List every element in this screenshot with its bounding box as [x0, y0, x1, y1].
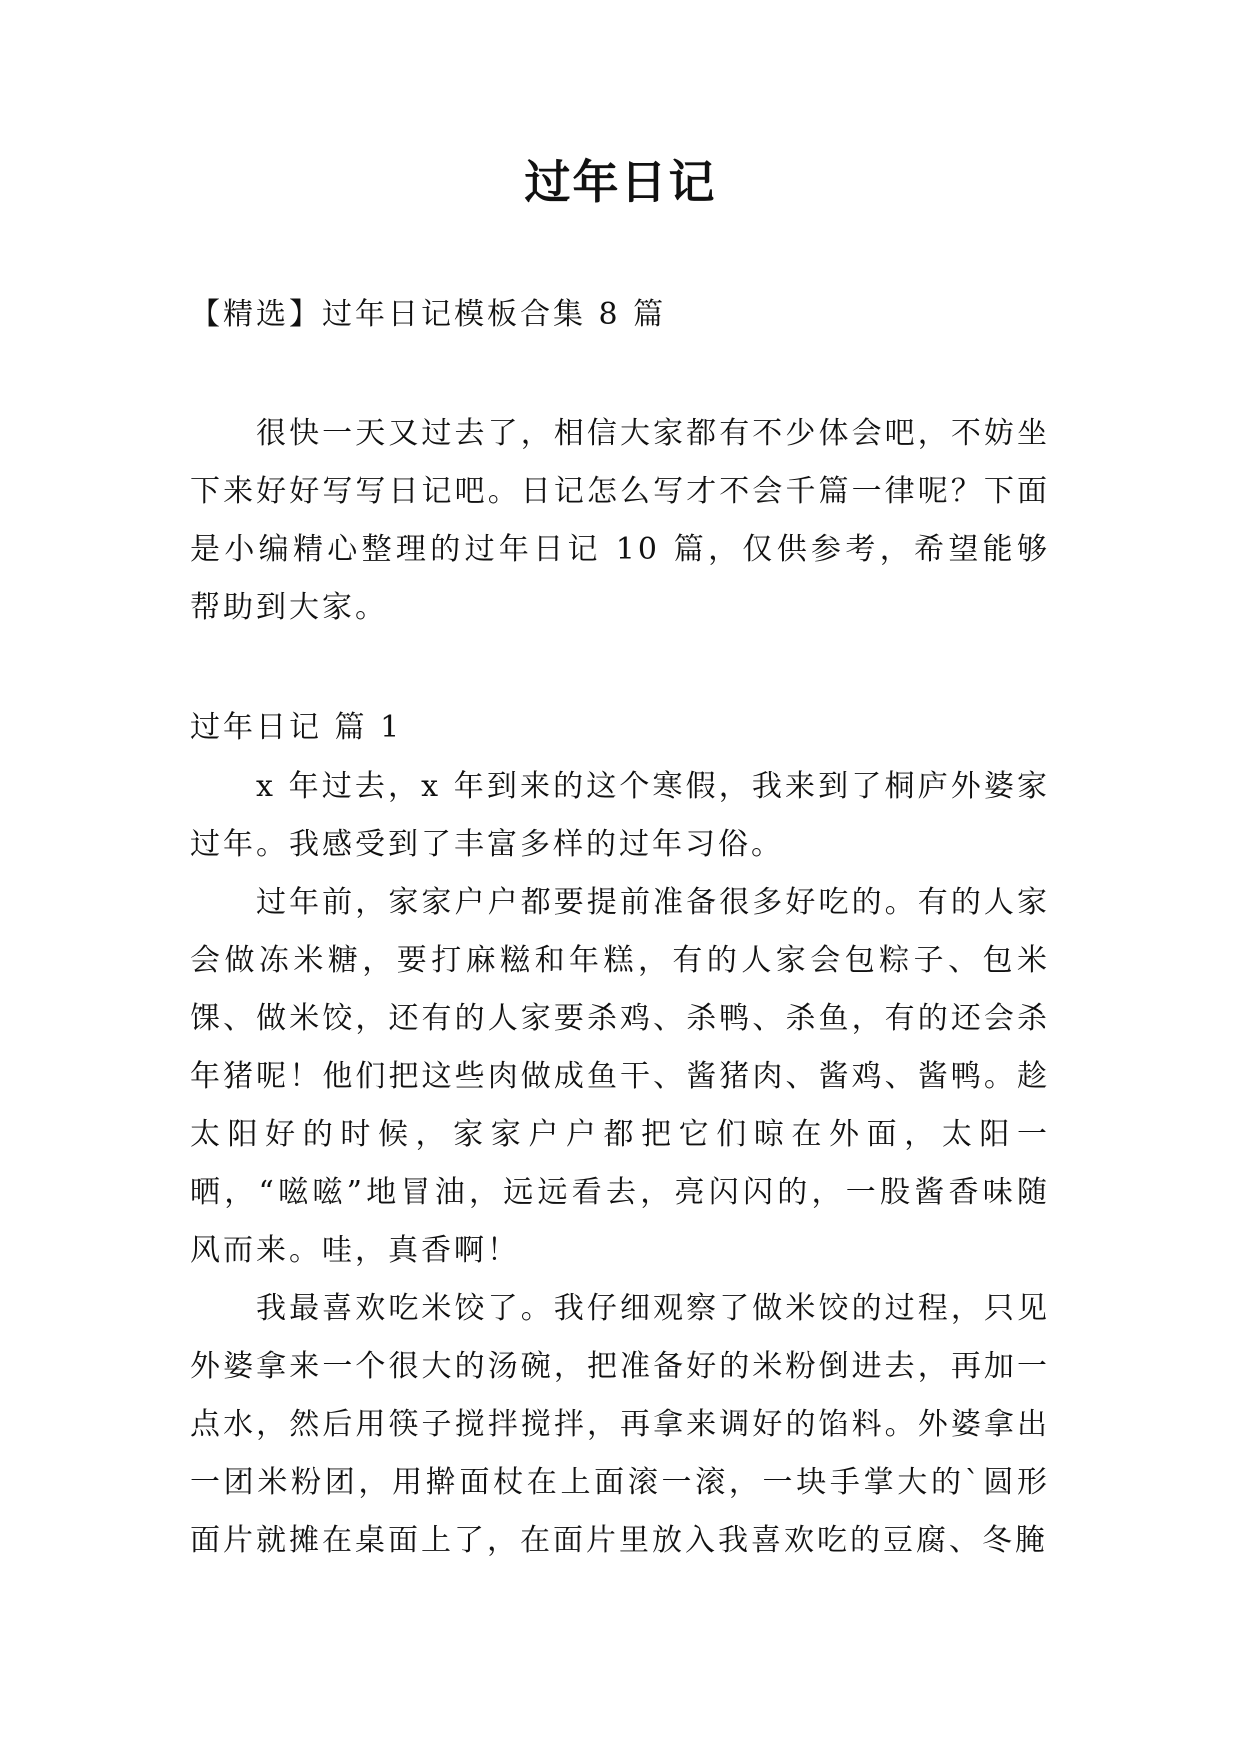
section-paragraph: 我最喜欢吃米饺了。我仔细观察了做米饺的过程，只见外婆拿来一个很大的汤碗，把准备好的米粉倒进去，再加一点水，然后用筷子搅拌搅拌，再拿来调好的馅料。外婆拿出一团米粉团，用擀面杖在上面滚一滚，一块手掌大的`圆形面片就摊在桌面上了，在面片里放入我喜欢吃的豆腐、冬腌 [190, 1291, 1050, 1558]
section-body [190, 758, 1050, 1570]
intro-paragraph: 很快一天又过去了，相信大家都有不少体会吧，不妨坐下来好好写写日记吧。日记怎么写才不会千篇一律呢？下面是小编精心整理的过年日记 10 篇，仅供参考，希望能够帮助到大家。 [190, 416, 1050, 625]
document-title: 过年日记 [524, 155, 717, 209]
section-paragraph: 过年前，家家户户都要提前准备很多好吃的。有的人家会做冻米糖，要打麻糍和年糕，有的人家会包粽子、包米馃、做米饺，还有的人家要杀鸡、杀鸭、杀鱼，有的还会杀年猪呢！他们把这些肉做成鱼干、酱猪肉、酱鸡、酱鸭。趁太阳好的时候，家家户户都把它们晾在外面，太阳一晒，“嗞嗞”地冒油，远远看去，亮闪闪的，一股酱香味随风而来。哇，真香啊！ [190, 885, 1050, 1268]
section-paragraph: x 年过去，x 年到来的这个寒假，我来到了桐庐外婆家过年。我感受到了丰富多样的过年习俗。 [190, 769, 1050, 862]
document-subtitle: 【精选】过年日记模板合集 8 篇 [190, 297, 667, 332]
section-heading: 过年日记 篇 1 [190, 710, 403, 745]
